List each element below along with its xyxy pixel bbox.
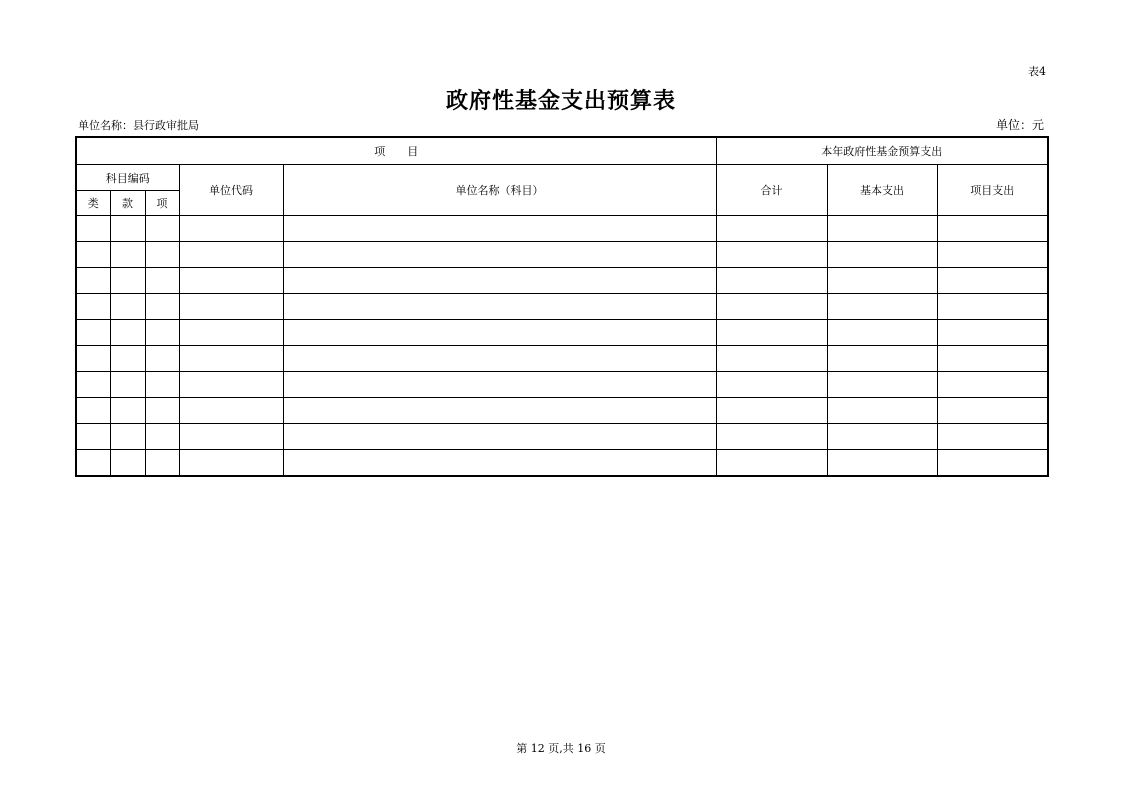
header-basic-expenditure: 基本支出 (827, 165, 937, 216)
table-number: 表4 (1028, 65, 1046, 78)
cell-kuan (110, 320, 145, 346)
cell-lei (76, 450, 110, 477)
header-total: 合计 (716, 165, 827, 216)
cell-total (716, 294, 827, 320)
cell-unit-code (179, 268, 283, 294)
cell-kuan (110, 216, 145, 242)
cell-unit-name (283, 320, 716, 346)
cell-unit-name (283, 294, 716, 320)
cell-total (716, 450, 827, 477)
cell-xiang (145, 294, 179, 320)
cell-basic (827, 346, 937, 372)
cell-kuan (110, 294, 145, 320)
cell-lei (76, 268, 110, 294)
header-project-expenditure: 项目支出 (937, 165, 1048, 216)
cell-unit-code (179, 294, 283, 320)
cell-unit-name (283, 346, 716, 372)
cell-xiang (145, 320, 179, 346)
cell-unit-code (179, 450, 283, 477)
cell-xiang (145, 268, 179, 294)
cell-lei (76, 372, 110, 398)
cell-basic (827, 398, 937, 424)
header-unit-code: 单位代码 (179, 165, 283, 216)
cell-kuan (110, 242, 145, 268)
cell-lei (76, 398, 110, 424)
cell-xiang (145, 242, 179, 268)
page-title: 政府性基金支出预算表 (445, 89, 676, 114)
table-row (76, 320, 1048, 346)
cell-lei (76, 216, 110, 242)
table-row (76, 450, 1048, 477)
budget-table (75, 136, 1049, 477)
cell-unit-name (283, 268, 716, 294)
cell-basic (827, 320, 937, 346)
table-row (76, 268, 1048, 294)
cell-project (937, 294, 1048, 320)
cell-basic (827, 450, 937, 477)
cell-kuan (110, 450, 145, 477)
cell-unit-code (179, 320, 283, 346)
cell-unit-name (283, 242, 716, 268)
cell-basic (827, 424, 937, 450)
table-row (76, 398, 1048, 424)
cell-project (937, 424, 1048, 450)
cell-unit-name (283, 216, 716, 242)
cell-lei (76, 424, 110, 450)
cell-unit-code (179, 242, 283, 268)
cell-unit-code (179, 372, 283, 398)
cell-basic (827, 268, 937, 294)
table-row (76, 424, 1048, 450)
cell-kuan (110, 372, 145, 398)
header-item: 项 目 (76, 137, 716, 165)
cell-xiang (145, 372, 179, 398)
cell-xiang (145, 424, 179, 450)
cell-unit-code (179, 346, 283, 372)
currency-unit-label: 单位：元 (995, 118, 1044, 132)
cell-basic (827, 372, 937, 398)
cell-total (716, 320, 827, 346)
cell-unit-code (179, 398, 283, 424)
cell-project (937, 320, 1048, 346)
cell-lei (76, 346, 110, 372)
cell-kuan (110, 424, 145, 450)
cell-xiang (145, 450, 179, 477)
cell-kuan (110, 346, 145, 372)
cell-total (716, 268, 827, 294)
header-kuan: 款 (110, 191, 145, 216)
cell-total (716, 372, 827, 398)
cell-xiang (145, 216, 179, 242)
cell-project (937, 242, 1048, 268)
cell-unit-code (179, 216, 283, 242)
table-row (76, 346, 1048, 372)
header-lei: 类 (76, 191, 110, 216)
cell-total (716, 398, 827, 424)
cell-unit-name (283, 372, 716, 398)
cell-basic (827, 242, 937, 268)
table-row (76, 216, 1048, 242)
cell-project (937, 450, 1048, 477)
page-footer: 第 12 页,共 16 页 (516, 742, 606, 755)
table-row (76, 242, 1048, 268)
cell-project (937, 346, 1048, 372)
cell-total (716, 216, 827, 242)
header-unit-name-subject: 单位名称（科目） (283, 165, 716, 216)
header-current-year-expenditure: 本年政府性基金预算支出 (716, 137, 1048, 165)
cell-basic (827, 216, 937, 242)
cell-lei (76, 242, 110, 268)
cell-project (937, 268, 1048, 294)
header-subject-code: 科目编码 (76, 165, 179, 191)
cell-project (937, 372, 1048, 398)
cell-project (937, 216, 1048, 242)
cell-total (716, 242, 827, 268)
cell-unit-name (283, 398, 716, 424)
cell-xiang (145, 398, 179, 424)
cell-kuan (110, 268, 145, 294)
cell-basic (827, 294, 937, 320)
cell-project (937, 398, 1048, 424)
cell-kuan (110, 398, 145, 424)
cell-lei (76, 320, 110, 346)
table-body (76, 216, 1048, 477)
header-xiang: 项 (145, 191, 179, 216)
cell-xiang (145, 346, 179, 372)
table-row (76, 372, 1048, 398)
unit-name-label: 单位名称：县行政审批局 (78, 119, 199, 132)
table-row (76, 294, 1048, 320)
cell-total (716, 346, 827, 372)
cell-unit-code (179, 424, 283, 450)
cell-lei (76, 294, 110, 320)
cell-unit-name (283, 424, 716, 450)
cell-total (716, 424, 827, 450)
cell-unit-name (283, 450, 716, 477)
